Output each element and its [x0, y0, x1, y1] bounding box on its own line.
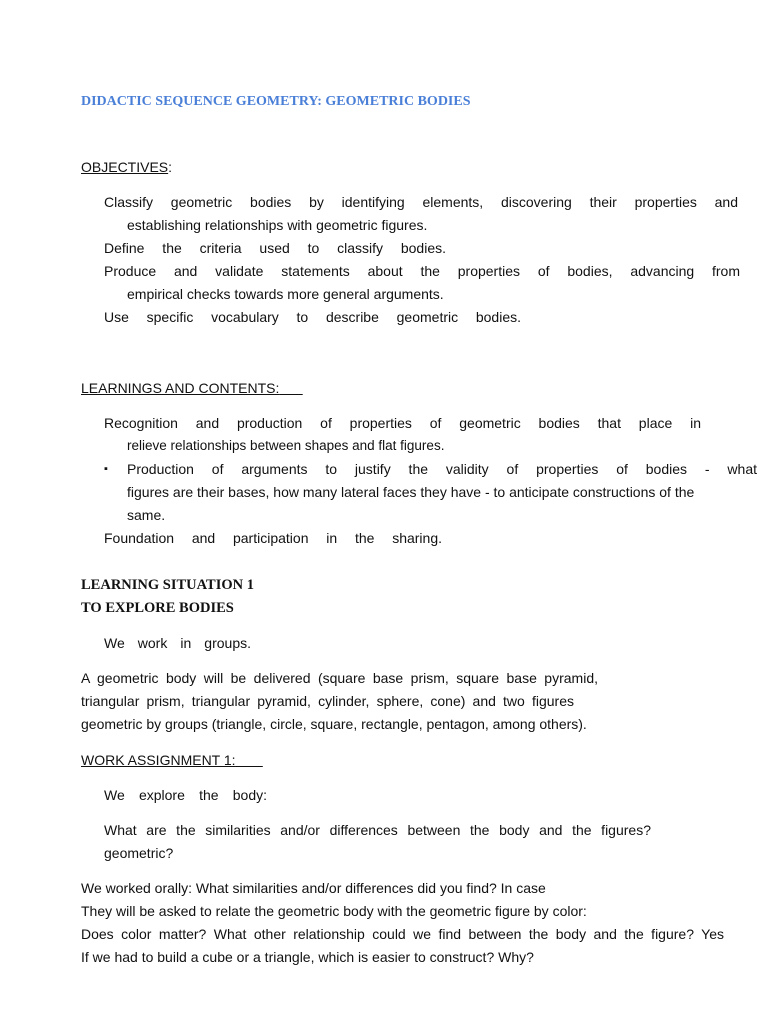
objectives-heading-colon: : [168, 159, 173, 175]
objective-item-1-cont: establishing relationships with geometric figures. [127, 217, 428, 233]
assignment-heading-text: WORK ASSIGNMENT 1: [81, 752, 236, 768]
assignment-para-4: If we had to build a cube or a triangle, which is easier to construct? Why? [81, 949, 534, 965]
objective-item-4: Use specific vocabulary to describe geometric bodies. [104, 309, 521, 325]
objective-item-3-cont: empirical checks towards more general arguments. [127, 286, 444, 302]
assignment-para-1: We worked orally: What similarities and/or differences did you find? In case [81, 880, 546, 896]
learnings-heading [81, 379, 303, 397]
question-line-2: geometric? [104, 845, 174, 861]
assignment-heading-rule [236, 752, 263, 768]
situation-title-1: LEARNING SITUATION 1 [81, 577, 254, 593]
objective-item-1: Classify geometric bodies by identifying elements, discovering their properties and [104, 194, 738, 210]
learning-item-2-end: same. [127, 507, 166, 523]
question-line-1: What are the similarities and/or differences between the body and the figures? [104, 822, 651, 838]
objectives-heading [81, 158, 172, 176]
assignment-para-2: They will be asked to relate the geometric body with the geometric figure by color: [81, 903, 587, 919]
learnings-heading-text: LEARNINGS AND CONTENTS: [81, 380, 280, 396]
learning-item-1: Recognition and production of properties of geometric bodies that place in [104, 415, 701, 431]
document-title: DIDACTIC SEQUENCE GEOMETRY: GEOMETRIC BODIES [81, 94, 471, 109]
explore-line: We explore the body: [104, 787, 267, 803]
learning-item-1-cont: relieve relationships between shapes and flat figures. [127, 438, 445, 453]
objective-item-3: Produce and validate statements about the properties of bodies, advancing from [104, 263, 740, 279]
group-work-line: We work in groups. [104, 635, 251, 651]
objectives-heading-text: OBJECTIVES [81, 159, 169, 175]
assignment-para-3: Does color matter? What other relationship could we find between the body and the figure? Yes [81, 926, 724, 942]
learning-item-2: Production of arguments to justify the validity of properties of bodies - what [127, 461, 757, 477]
situation-para-3: geometric by groups (triangle, circle, square, rectangle, pentagon, among others). [81, 716, 587, 732]
learning-item-3: Foundation and participation in the sharing. [104, 530, 442, 546]
objective-item-2: Define the criteria used to classify bodies. [104, 240, 446, 256]
learning-item-2-cont: figures are their bases, how many lateral faces they have - to anticipate constructions of the [127, 484, 695, 500]
learnings-heading-rule [279, 380, 302, 396]
situation-title-2: TO EXPLORE BODIES [81, 600, 234, 616]
assignment-heading [81, 751, 263, 769]
bullet-marker: ▪ [104, 463, 108, 475]
situation-para-2: triangular prism, triangular pyramid, cylinder, sphere, cone) and two figures [81, 693, 574, 709]
situation-para-1: A geometric body will be delivered (square base prism, square base pyramid, [81, 670, 598, 686]
